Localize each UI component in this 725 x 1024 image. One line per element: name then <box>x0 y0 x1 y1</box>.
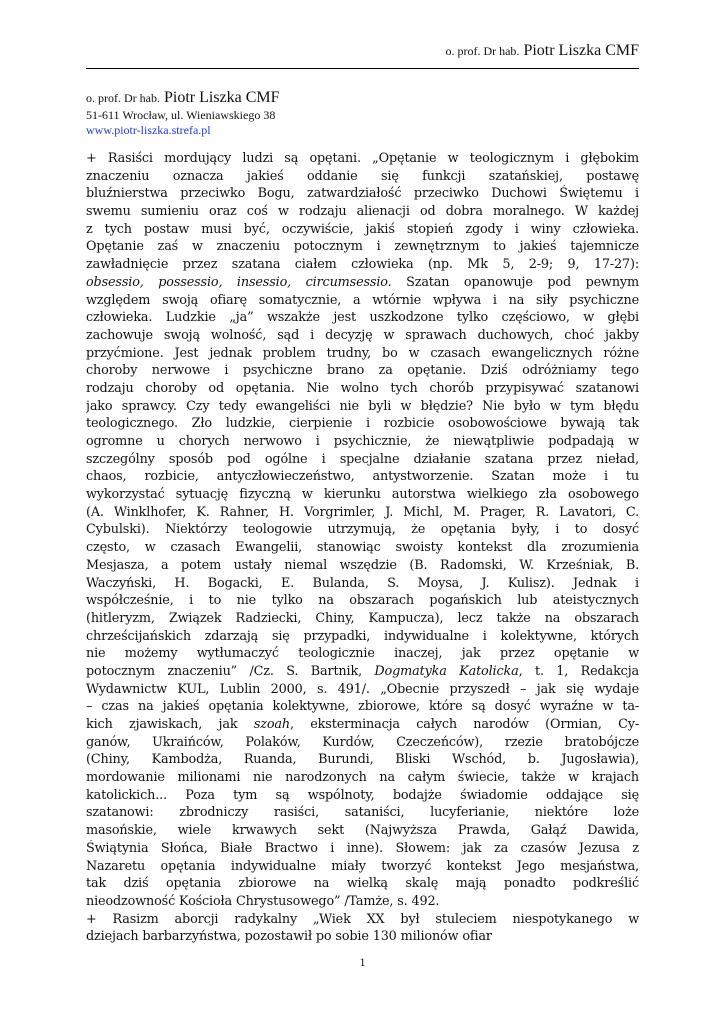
text-segment: swemu sumieniu oraz coś w rodzaju alienacji od dobra moralnego. W każdej <box>86 204 639 220</box>
body-line <box>86 557 639 575</box>
running-header-name: Piotr Liszka CMF <box>523 42 639 59</box>
text-segment: względem swoją ofiarę somatycznie, a wtórnie wpływa i na siły psychiczne <box>86 292 639 308</box>
text-segment: ganów, Ukraińców, Polaków, Kurdów, Czeczeńców), rzezie bratobójcze <box>86 734 639 750</box>
body-line <box>86 292 639 310</box>
body-line <box>86 185 639 203</box>
body-line <box>86 380 639 398</box>
text-segment: – czas na jakieś opętania kolektywne, zbiorowe, które są dosyć wyraźne w ta- <box>86 699 639 715</box>
body-line <box>86 327 639 345</box>
text-segment: Opętanie zaś w znaczeniu potocznym i zewnętrznym to jakieś tajemnicze <box>86 239 639 255</box>
body-line <box>86 415 639 433</box>
text-segment: przyćmione. Jest jednak problem trudny, bo w czasach ewangelicznych różne <box>86 345 639 361</box>
text-segment: nie możemy wytłumaczyć teologicznie inaczej, jak przez opętanie w <box>86 646 639 662</box>
body-line <box>86 362 639 380</box>
text-segment: dziejach barbarzyństwa, pozostawił po sobie 130 milionów ofiar <box>86 929 492 945</box>
text-segment: Szatan opanowuje pod pewnym <box>391 274 639 290</box>
body-line <box>86 486 639 504</box>
body-line <box>86 804 639 822</box>
text-segment: teologicznego. Zło ludzkie, cierpienie i rozbicie osobowościowe bywają tak <box>86 416 639 432</box>
page-number: 1 <box>359 955 366 969</box>
body-line <box>86 610 639 628</box>
text-segment: Mesjasza, a potem ustały niemal wszędzie (B. Radomski, W. Krześniak, B. <box>86 557 639 573</box>
body-line <box>86 345 639 363</box>
running-header <box>86 42 639 64</box>
author-name: Piotr Liszka CMF <box>163 89 280 106</box>
author-block <box>86 88 639 138</box>
text-segment: choroby nerwowe i psychiczne brano za opętanie. Dziś odróżniamy tego <box>86 363 639 379</box>
text-segment: katolickich... Poza tym są wspólnoty, bodajże świadomie oddające się <box>86 787 639 803</box>
text-segment: ogromne u chorych nerwowo i psychicznie, że niewątpliwie podpadają w <box>86 434 639 449</box>
author-website-link[interactable]: www.piotr-liszka.strefa.pl <box>86 123 211 137</box>
body-line <box>86 681 639 699</box>
body-line <box>86 521 639 539</box>
body-line <box>86 451 639 469</box>
text-segment: + Rasizm aborcji radykalny „Wiek XX był stuleciem niespotykanego w <box>86 911 639 927</box>
body-text <box>86 150 639 946</box>
body-line <box>86 822 639 840</box>
text-segment: rodzaju choroby od opętania. Nie wolno tych chorób przypisywać szatanowi <box>86 380 639 396</box>
italic-text: obsessio, possessio, insessio, circumsessio. <box>86 274 392 290</box>
author-address: 51-611 Wrocław, ul. Wieniawskiego 38 <box>86 108 276 122</box>
text-segment: bluźnierstwa przeciwko Bogu, zatwardziałość przeciwko Duchowi Świętemu i <box>86 186 639 202</box>
text-segment: (Chiny, Kambodża, Ruanda, Burundi, Bliski Wschód, b. Jugosławia), <box>86 752 639 768</box>
text-segment: Świątynia Słońca, Białe Bractwo i inne). Słowem: jak za czasów Jezusa z <box>86 840 639 856</box>
italic-text: Dogmatyka Katolicka <box>374 663 519 679</box>
body-line <box>86 734 639 752</box>
running-header-prefix: o. prof. Dr hab. <box>445 44 520 58</box>
text-segment: Nazaretu opętania indywidualne miały tworzyć kontekst Jego mesjaństwa, <box>86 858 639 874</box>
body-line <box>86 256 639 274</box>
italic-text: szoah <box>253 717 290 732</box>
body-line <box>86 221 639 239</box>
text-segment: (hitleryzm, Związek Radziecki, Chiny, Kampucza), lecz także na obszarach <box>86 610 639 626</box>
body-line <box>86 716 639 734</box>
text-segment: z tych postaw musi być, oczywiście, jakiś stopień zgody i winy człowieka. <box>86 221 639 237</box>
body-line <box>86 911 639 929</box>
text-segment: szatanowi: zbrodniczy rasiści, sataniści, lucyferianie, niektóre loże <box>86 805 639 821</box>
text-segment: Wydawnictw KUL, Lublin 2000, s. 491/. „Obecnie przyszedł – jak się wydaje <box>86 681 639 697</box>
body-line <box>86 274 639 292</box>
text-segment: Cybulski). Niektórzy teologowie utrzymują, że opętania były, i to dosyć <box>86 522 639 538</box>
text-segment: często, w czasach Ewangelii, stanowiąc swoisty kontekst dla zrozumienia <box>86 540 639 556</box>
body-line <box>86 769 639 787</box>
body-line <box>86 928 639 946</box>
author-line <box>86 88 639 108</box>
body-line <box>86 787 639 805</box>
body-line <box>86 203 639 221</box>
body-line <box>86 875 639 893</box>
text-segment: wykorzystać sytuację fizyczną w kierunku autorstwa wielkiego zła osobowego <box>86 487 639 503</box>
text-segment: chaos, rozbicie, antyczłowieczeństwo, antystworzenie. Szatan może i tu <box>86 469 639 485</box>
text-segment: Waczyński, H. Bogacki, E. Bulanda, S. Moysa, J. Kulisz). Jednak i <box>86 575 639 591</box>
text-segment: potocznym znaczeniu” /Cz. S. Bartnik, <box>86 663 375 679</box>
text-segment: , eksterminacja całych narodów (Ormian, Cy- <box>289 717 639 732</box>
header-rule <box>86 68 639 69</box>
text-segment: jako sprawcy. Czy tedy ewangeliści nie byli w błędzie? Nie było w tym błędu <box>86 398 639 414</box>
text-segment: , t. 1, Redakcja <box>518 663 639 679</box>
body-line <box>86 504 639 522</box>
body-line <box>86 433 639 451</box>
body-line <box>86 858 639 876</box>
text-segment: zawładnięcie przez szatana ciałem człowieka (np. Mk 5, 2-9; 9, 17-27): <box>86 257 639 273</box>
text-segment: masońskie, wiele krwawych sekt (Najwyższa Prawda, Gałąź Dawida, <box>86 823 639 839</box>
text-segment: chrześcijańskich zdarzają się przypadki, indywidualne i kolektywne, których <box>86 628 639 644</box>
body-line <box>86 539 639 557</box>
body-line <box>86 150 639 168</box>
body-line <box>86 628 639 646</box>
text-segment: + Rasiści mordujący ludzi są opętani. „Opętanie w teologicznym i głębokim <box>86 151 639 166</box>
body-line <box>86 238 639 256</box>
body-line <box>86 398 639 416</box>
body-line <box>86 309 639 327</box>
text-segment: tak dziś opętania zbiorowe na wielką skalę mają ponadto podkreślić <box>86 876 639 892</box>
body-line <box>86 663 639 681</box>
author-prefix: o. prof. Dr hab. <box>86 91 160 105</box>
body-line <box>86 168 639 186</box>
body-line <box>86 698 639 716</box>
text-segment: mordowanie milionami nie narodzonych na całym świecie, także w krajach <box>86 770 639 786</box>
text-segment: nieodzowność Kościoła Chrystusowego” /Tamże, s. 492. <box>86 893 440 909</box>
body-line <box>86 840 639 858</box>
text-segment: współcześnie, i to nie tylko na obszarach pogańskich lub ateistycznych <box>86 593 639 609</box>
text-segment: kich zjawiskach, jak <box>86 717 254 732</box>
body-line <box>86 592 639 610</box>
body-line <box>86 645 639 663</box>
body-line <box>86 468 639 486</box>
body-line <box>86 751 639 769</box>
body-line <box>86 575 639 593</box>
body-line <box>86 893 639 911</box>
text-segment: znaczeniu oznacza jakieś oddanie się funkcji szatańskiej, postawę <box>86 168 639 184</box>
text-segment: człowieka. Ludzkie „ja” wszakże jest uszkodzone tylko częściowo, w głębi <box>86 310 639 326</box>
text-segment: (A. Winklhofer, K. Rahner, H. Vorgrimler, J. Michl, M. Prager, R. Lavatori, C. <box>86 504 639 520</box>
text-segment: szczególny sposób pod ogólne i specjalne działanie szatana przez nieład, <box>86 451 639 467</box>
text-segment: zachowuje swoją wolność, sąd i decyzję w sprawach duchowych, choć jakby <box>86 327 639 343</box>
